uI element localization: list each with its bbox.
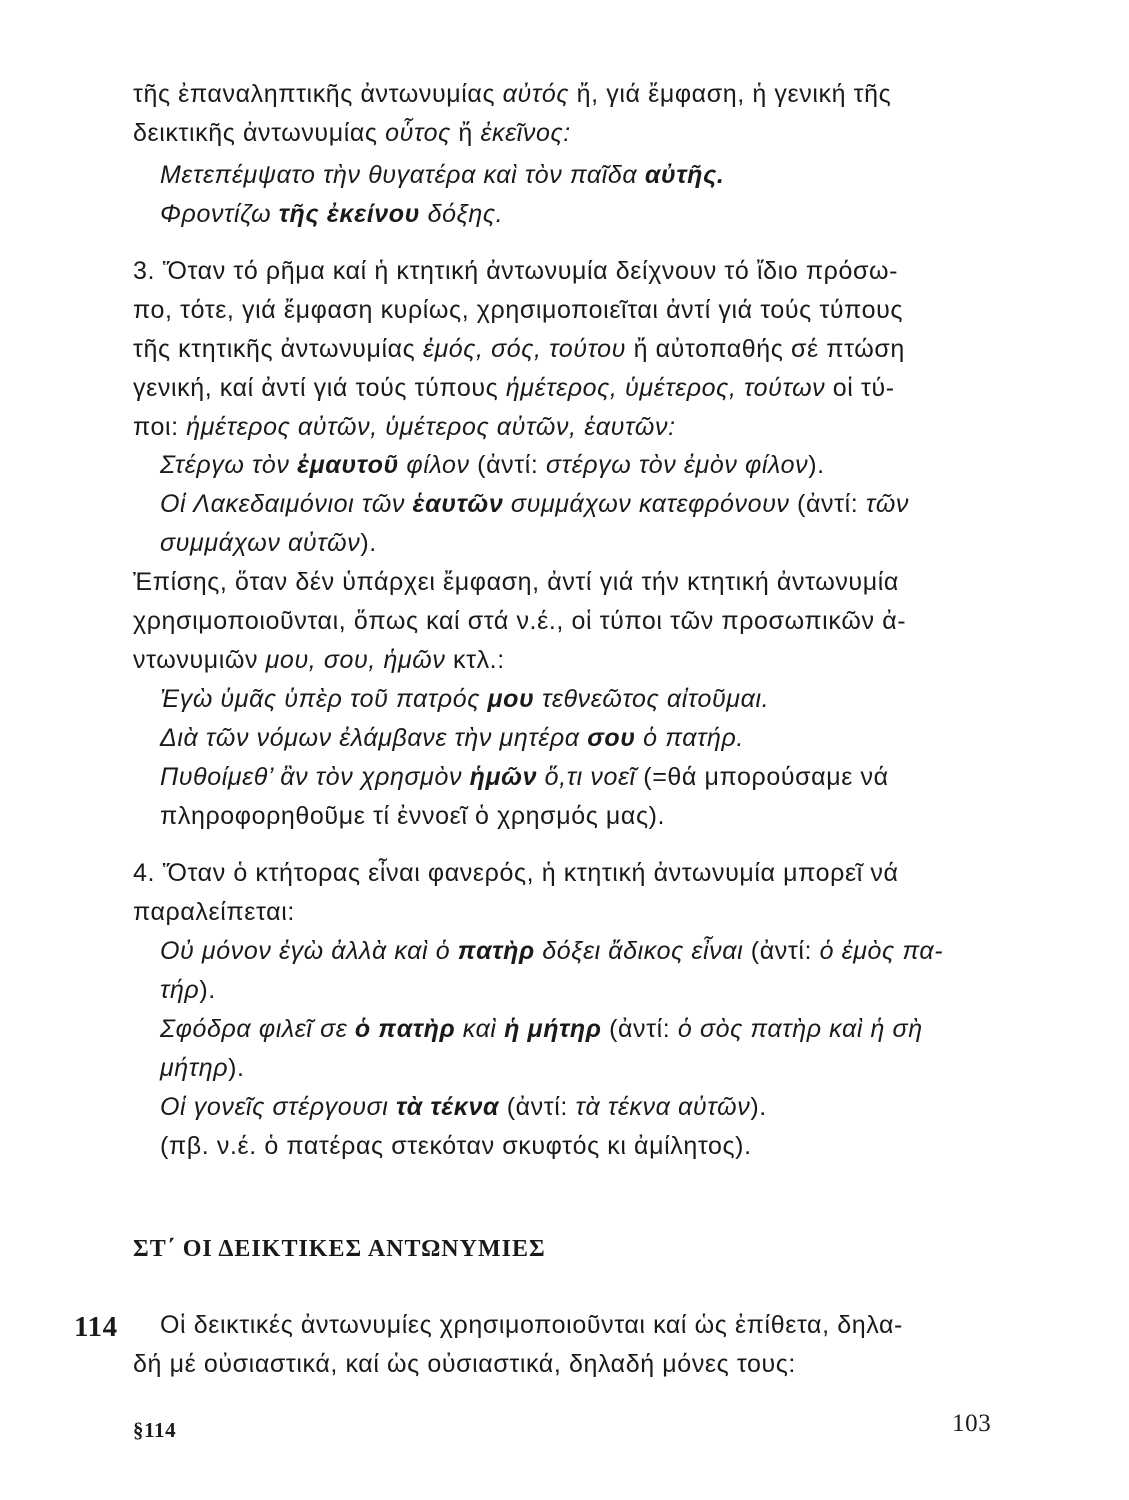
p3-example-4: Ἐγὼ ὑμᾶς ὑπὲρ τοῦ πατρός μου τεθνεῶτος αἰτοῦμαι. [160, 685, 770, 713]
p3-line-7: χρησιμοποιοῦνται, ὅπως καί στά ν.έ., οἱ τύποι τῶν προσωπικῶν ἀ- [133, 607, 907, 635]
p3-line-4: γενική, καί ἀντί γιά τούς τύπους ἡμέτερος, ὑμέτερος, τούτων οἱ τύ- [133, 374, 895, 402]
p3-line-3: τῆς κτητικῆς ἀντωνυμίας ἐμός, σός, τούτου ἤ αὐτοπαθής σέ πτώση [133, 335, 905, 363]
p4-example-2b: μήτηρ). [160, 1054, 245, 1082]
p3-example-6: Πυθοίμεθ’ ἂν τὸν χρησμὸν ἡμῶν ὅ,τι νοεῖ (=θά μπορούσαμε νά [160, 763, 889, 791]
p4-example-3: Οἱ γονεῖς στέργουσι τὰ τέκνα (ἀντί: τὰ τέκνα αὐτῶν). [160, 1093, 767, 1121]
p4-example-2: Σφόδρα φιλεῖ σε ὁ πατὴρ καὶ ἡ μήτηρ (ἀντί: ὁ σὸς πατὴρ καὶ ἡ σὴ [160, 1015, 923, 1043]
page-number: 103 [952, 1410, 992, 1437]
section-line-1: Οἱ δεικτικές ἀντωνυμίες χρησιμοποιοῦνται καί ὡς ἐπίθετα, δηλα- [160, 1311, 903, 1339]
intro-example-1: Μετεπέμψατο τὴν θυγατέρα καὶ τὸν παῖδα αὐτῆς. [160, 161, 725, 189]
p3-line-8: ντωνυμιῶν μου, σου, ἡμῶν κτλ.: [133, 646, 505, 674]
section-line-2: δή μέ οὐσιαστικά, καί ὡς οὐσιαστικά, δηλαδή μόνες τους: [133, 1350, 796, 1378]
p3-example-2: Οἱ Λακεδαιμόνιοι τῶν ἑαυτῶν συμμάχων κατεφρόνουν (ἀντί: τῶν [160, 490, 909, 518]
section-number: 114 [74, 1311, 118, 1343]
p4-line-1: 4. Ὅταν ὁ κτήτορας εἶναι φανερός, ἡ κτητική ἀντωνυμία μπορεῖ νά [133, 859, 899, 887]
footer-section-ref: §114 [133, 1418, 177, 1442]
p4-line-2: παραλείπεται: [133, 898, 295, 926]
p3-example-3: συμμάχων αὐτῶν). [160, 529, 377, 557]
p3-line-1: 3. Ὅταν τό ρῆμα καί ἡ κτητική ἀντωνυμία δείχνουν τό ἴδιο πρόσω- [133, 257, 899, 285]
p4-example-4: (πβ. ν.έ. ὁ πατέρας στεκόταν σκυφτός κι ἀμίλητος). [160, 1132, 752, 1160]
p4-example-1b: τήρ). [160, 976, 216, 1004]
p4-example-1: Οὐ μόνον ἐγὼ ἀλλὰ καὶ ὁ πατὴρ δόξει ἄδικος εἶναι (ἀντί: ὁ ἐμὸς πα- [160, 937, 944, 965]
intro-example-2: Φροντίζω τῆς ἐκείνου δόξης. [160, 200, 504, 228]
p3-line-5: ποι: ἡμέτερος αὐτῶν, ὑμέτερος αὐτῶν, ἑαυτῶν: [133, 413, 676, 441]
intro-line-2: δεικτικῆς ἀντωνυμίας οὗτος ἤ ἐκεῖνος: [133, 119, 571, 147]
p3-example-7: πληροφορηθοῦμε τί ἐννοεῖ ὁ χρησμός μας). [160, 802, 666, 830]
p3-example-1: Στέργω τὸν ἐμαυτοῦ φίλον (ἀντί: στέργω τὸν ἐμὸν φίλον). [160, 451, 825, 479]
p3-line-2: πο, τότε, γιά ἔμφαση κυρίως, χρησιμοποιεῖται ἀντί γιά τούς τύπους [133, 296, 904, 324]
p3-example-5: Διὰ τῶν νόμων ἐλάμβανε τὴν μητέρα σου ὁ πατήρ. [160, 724, 744, 752]
section-heading: ΣΤ΄ ΟΙ ΔΕΙΚΤΙΚΕΣ ΑΝΤΩΝΥΜΙΕΣ [133, 1236, 546, 1262]
intro-line-1: τῆς ἐπαναληπτικῆς ἀντωνυμίας αὐτός ἤ, γιά ἔμφαση, ἡ γενική τῆς [133, 80, 892, 108]
p3-line-6: Ἐπίσης, ὅταν δέν ὑπάρχει ἔμφαση, ἀντί γιά τήν κτητική ἀντωνυμία [133, 568, 899, 596]
